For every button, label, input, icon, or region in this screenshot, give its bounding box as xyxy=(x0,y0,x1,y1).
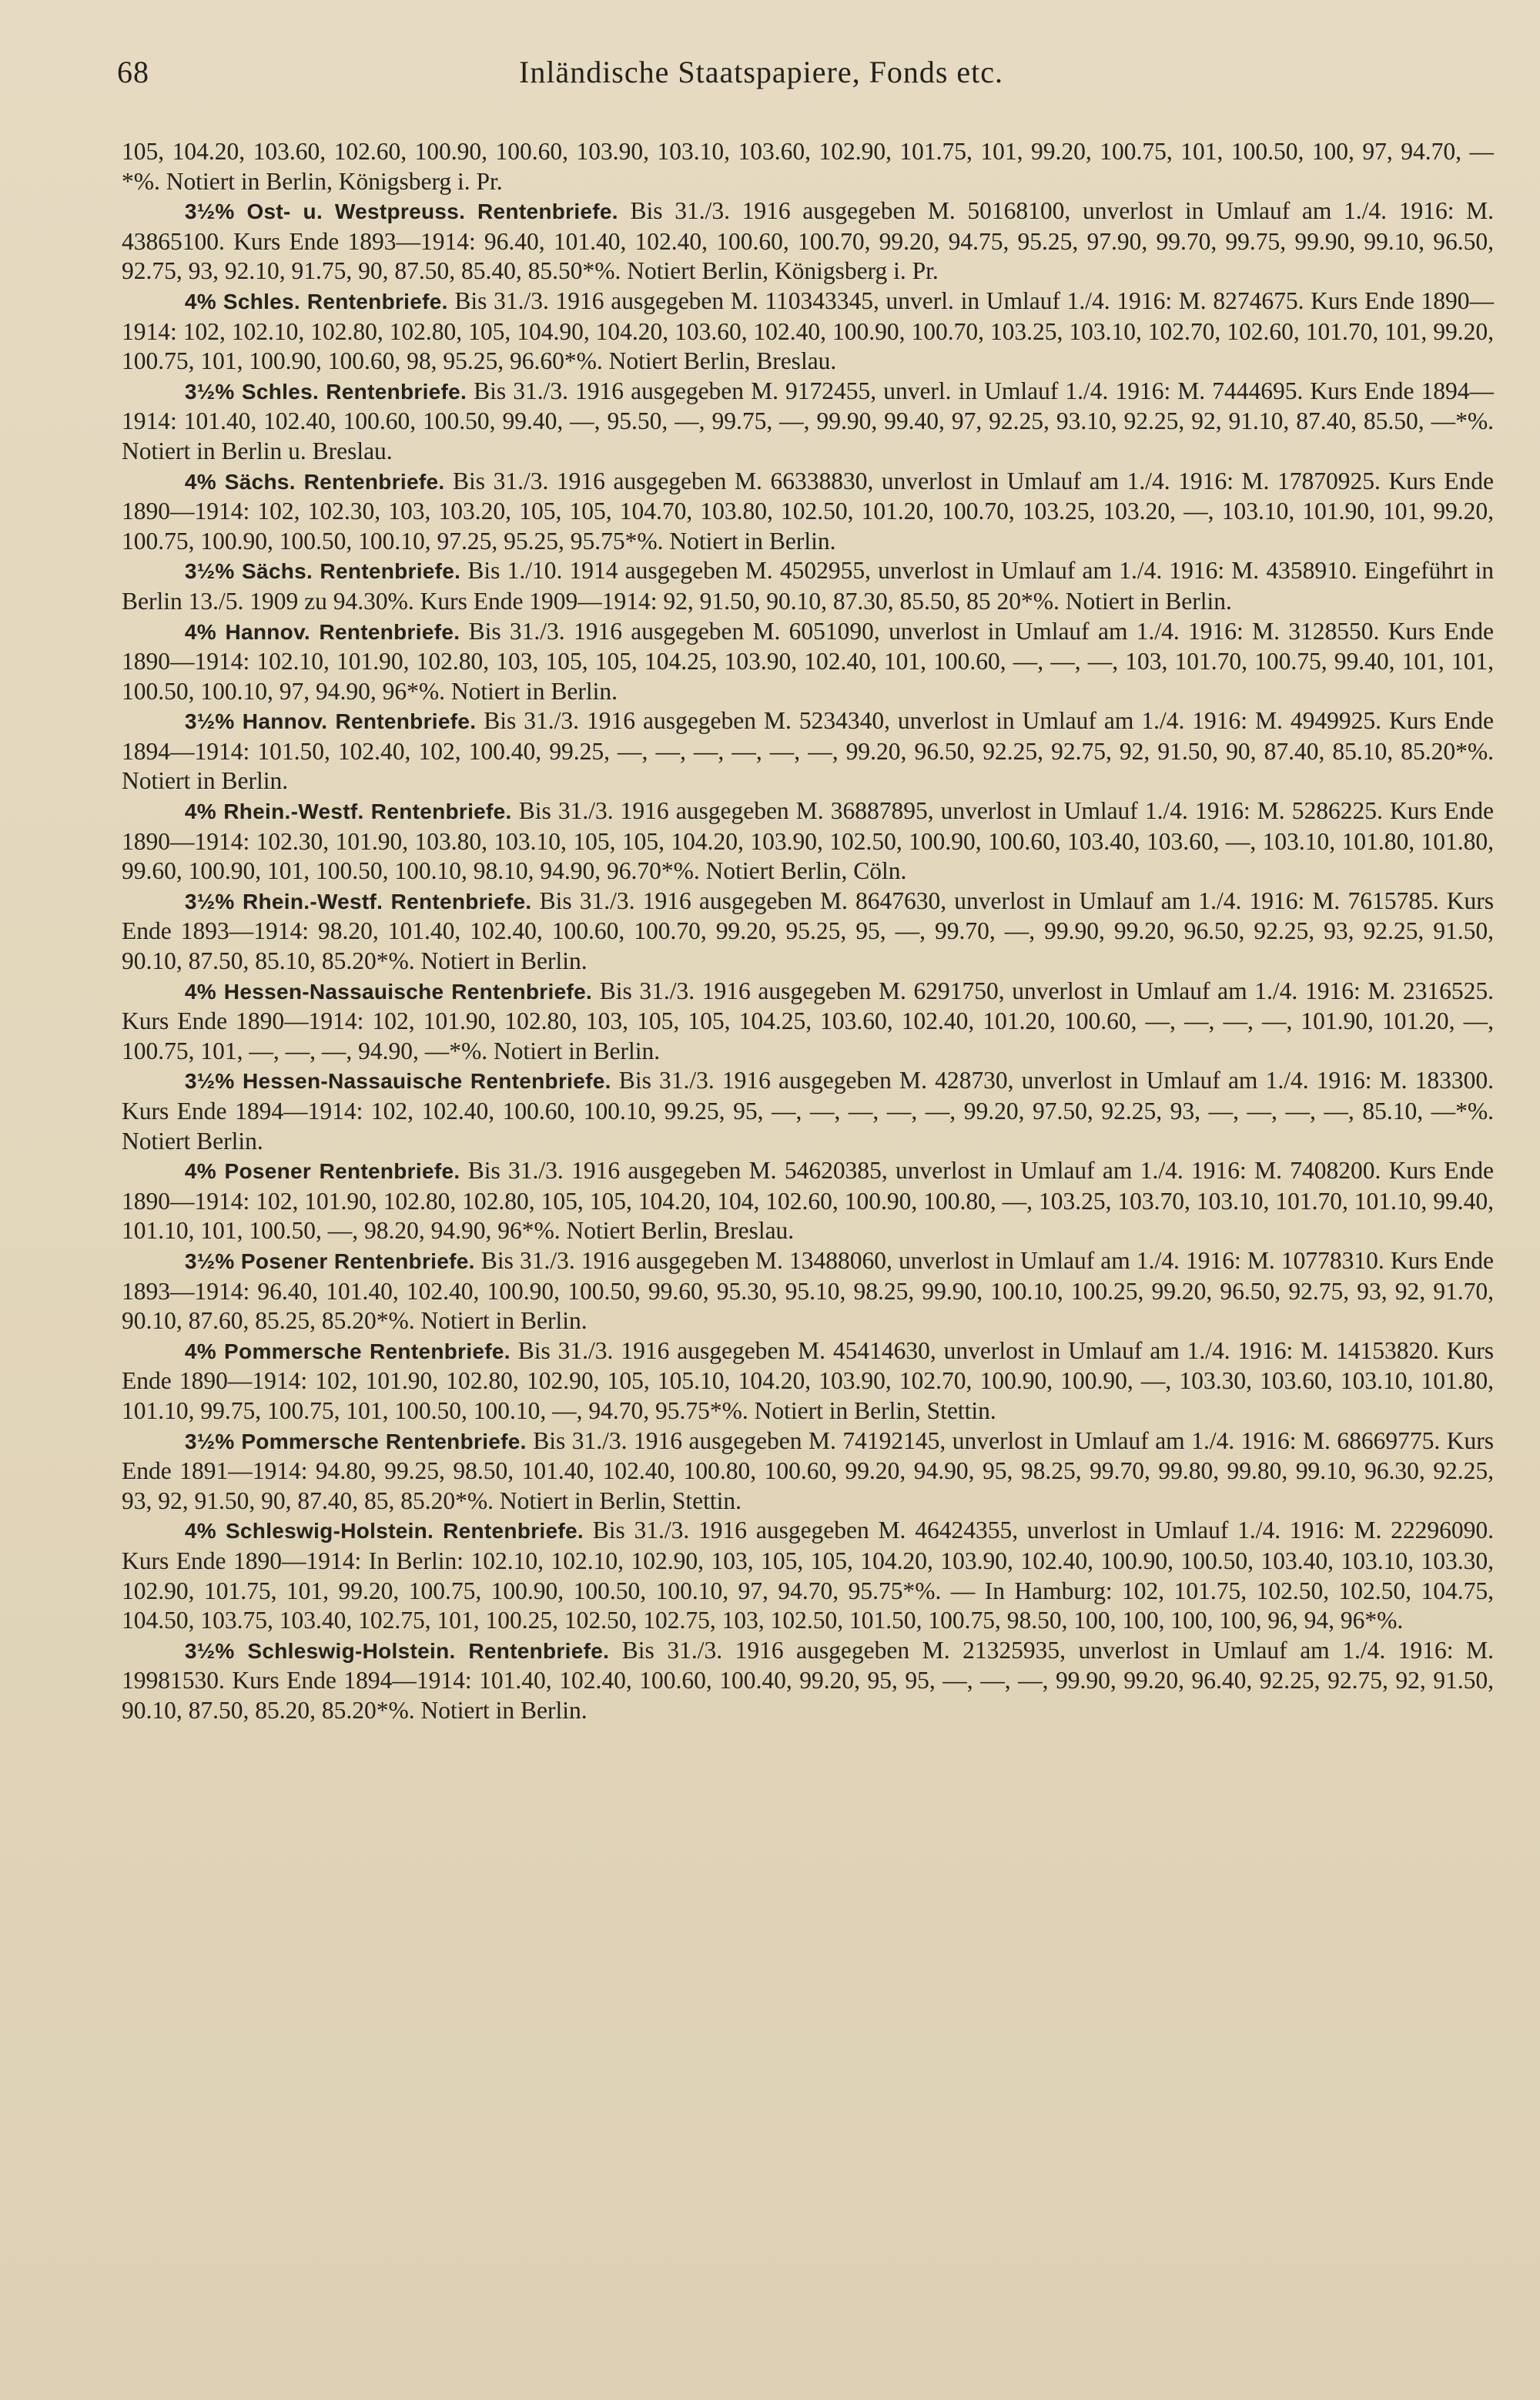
entry-text: Bis 31./3. 1916 ausgegeben M. 54620385, unverlost in Umlauf am 1./4. 1916: M. 7408200. Kurs Ende 1890—1914: 102, 101.90, 102.80, 102.80, 105, 105, 104.20, 104, 102.60, 100.90, 100.80, —, 103.25, 103.70, 103.10, 101.70, 101.10, 99.40, 101.10, 101, 100.50, —, 98.20, 94.90, 96*%. Notiert Berlin, Breslau. xyxy=(122,1157,1494,1245)
entry-schles-3-5 xyxy=(122,377,1494,467)
security-name: 4% Rhein.-Westf. Rentenbriefe. xyxy=(184,799,512,824)
entry-text: Bis 31./3. 1916 ausgegeben M. 13488060, unverlost in Umlauf am 1./4. 1916: M. 10778310. Kurs Ende 1893—1914: 96.40, 101.40, 102.40, 100.90, 100.50, 99.60, 95.30, 95.10, 98.25, 99.90, 100.10, 100.25, 99.20, 96.50, 92.75, 93, 92, 91.70, 90.10, 87.60, 85.25, 85.20*%. Notiert in Berlin. xyxy=(122,1246,1494,1335)
entry-rhein-westf-3-5 xyxy=(122,887,1494,977)
security-name: 3½% Rhein.-Westf. Rentenbriefe. xyxy=(184,889,532,913)
entry-text: Bis 1./10. 1914 ausgegeben M. 4502955, unverlost in Umlauf am 1./4. 1916: M. 4358910. Eingeführt in Berlin 13./5. 1909 zu 94.30%. Kurs Ende 1909—1914: 92, 91.50, 90.10, 87.30, 85.50, 85 20*%. Notiert in Berlin. xyxy=(122,557,1494,615)
security-name: 3½% Hessen-Nassauische Rentenbriefe. xyxy=(184,1069,611,1094)
entry-hessen-nassau-4 xyxy=(122,977,1494,1067)
security-name: 3½% Ost- u. Westpreuss. Rentenbriefe. xyxy=(184,199,618,224)
entry-hannov-4 xyxy=(122,617,1494,707)
running-title: Inländische Staatspapiere, Fonds etc. xyxy=(519,55,1004,89)
entry-text: Bis 31./3. 1916 ausgegeben M. 428730, unverlost in Umlauf am 1./4. 1916: M. 183300. Kurs Ende 1894—1914: 102, 102.40, 100.60, 100.10, 99.25, 95, —, —, —, —, —, 99.20, 97.50, 92.25, 93, —, —, —, —, 85.10, —*%. Notiert Berlin. xyxy=(122,1067,1494,1155)
entry-text: Bis 31./3. 1916 ausgegeben M. 74192145, unverlost in Umlauf am 1./4. 1916: M. 68669775. Kurs Ende 1891—1914: 94.80, 99.25, 98.50, 101.40, 102.40, 100.80, 100.60, 99.20, 94.90, 95, 98.25, 99.70, 99.80, 99.80, 99.10, 96.30, 92.25, 93, 92, 91.50, 90, 87.40, 85, 85.20*%. Notiert in Berlin, Stettin. xyxy=(122,1426,1494,1514)
entry-text: Bis 31./3. 1916 ausgegeben M. 36887895, unverlost in Umlauf 1./4. 1916: M. 5286225. Kurs Ende 1890—1914: 102.30, 101.90, 103.80, 103.10, 105, 105, 104.20, 103.90, 102.50, 100.90, 100.60, 103.40, 103.60, —, 103.10, 101.80, 101.80, 99.60, 100.90, 101, 100.50, 100.10, 98.10, 94.90, 96.70*%. Notiert Berlin, Cöln. xyxy=(122,797,1495,885)
security-name: 3½% Pommersche Rentenbriefe. xyxy=(184,1429,527,1453)
entry-saechs-3-5 xyxy=(122,556,1494,616)
entry-rhein-westf-4 xyxy=(122,796,1494,887)
entry-schles-4 xyxy=(122,287,1494,377)
entry-text: Bis 31./3. 1916 ausgegeben M. 110343345, unverl. in Umlauf 1./4. 1916: M. 8274675. Kurs Ende 1890—1914: 102, 102.10, 102.80, 102.80, 105, 104.90, 104.20, 103.60, 102.40, 100.90, 100.70, 103.25, 103.10, 102.70, 102.60, 101.70, 101, 99.20, 100.75, 101, 100.90, 100.60, 98, 95.25, 96.60*%. Notiert Berlin, Breslau. xyxy=(122,287,1494,375)
security-name: 4% Pommersche Rentenbriefe. xyxy=(184,1339,511,1363)
entry-text: Bis 31./3. 1916 ausgegeben M. 46424355, unverlost in Umlauf 1./4. 1916: M. 22296090. Kurs Ende 1890—1914: In Berlin: 102.10, 102.10, 102.90, 103, 105, 105, 104.20, 103.90, 102.40, 100.90, 100.50, 103.40, 103.10, 103.30, 102.90, 101.75, 101, 99.20, 100.75, 100.90, 100.50, 100.10, 97, 94.70, 95.75*%. — In Hamburg: 102, 101.75, 102.50, 102.50, 104.75, 104.50, 103.75, 103.40, 102.75, 101, 100.25, 102.50, 102.75, 103, 102.50, 101.50, 100.75, 98.50, 100, 100, 100, 100, 96, 94, 96*%. xyxy=(122,1517,1495,1634)
entry-text: Bis 31./3. 1916 ausgegeben M. 8647630, unverlost in Umlauf am 1./4. 1916: M. 7615785. Kurs Ende 1893—1914: 98.20, 101.40, 102.40, 100.60, 100.70, 99.20, 95.25, 95, —, 99.70, —, 99.90, 99.20, 96.50, 92.25, 93, 92.25, 91.50, 90.10, 87.50, 85.10, 85.20*%. Notiert in Berlin. xyxy=(122,887,1495,975)
security-name: 3½% Posener Rentenbriefe. xyxy=(184,1249,475,1273)
security-name: 4% Schles. Rentenbriefe. xyxy=(184,289,448,313)
entry-text: Bis 31./3. 1916 ausgegeben M. 9172455, unverl. in Umlauf 1./4. 1916: M. 7444695. Kurs Ende 1894—1914: 101.40, 102.40, 100.60, 100.50, 99.40, —, 95.50, —, 99.75, —, 99.90, 99.40, 97, 92.25, 93.10, 92.25, 92, 91.10, 87.40, 85.50, —*%. Notiert in Berlin u. Breslau. xyxy=(122,377,1494,464)
security-name: 4% Sächs. Rentenbriefe. xyxy=(184,469,445,494)
entry-hessen-nassau-3-5 xyxy=(122,1066,1494,1156)
entry-posener-3-5 xyxy=(122,1246,1494,1336)
security-name: 3½% Hannov. Rentenbriefe. xyxy=(184,709,477,734)
entry-hannov-3-5 xyxy=(122,706,1494,796)
entry-text: Bis 31./3. 1916 ausgegeben M. 45414630, unverlost in Umlauf am 1./4. 1916: M. 14153820. Kurs Ende 1890—1914: 102, 101.90, 102.80, 102.90, 105, 105.10, 104.20, 103.90, 102.70, 100.90, 100.90, —, 103.30, 103.60, 103.10, 101.80, 101.10, 99.75, 100.75, 101, 100.50, 100.10, —, 94.70, 95.75*%. Notiert in Berlin, Stettin. xyxy=(122,1336,1494,1424)
security-name: 3½% Schleswig-Holstein. Rentenbriefe. xyxy=(184,1638,610,1663)
entry-posener-4 xyxy=(122,1156,1494,1246)
entry-list xyxy=(122,137,1494,1725)
entry-text: Bis 31./3. 1916 ausgegeben M. 6291750, unverlost in Umlauf am 1./4. 1916: M. 2316525. Kurs Ende 1890—1914: 102, 101.90, 102.80, 103, 105, 105, 104.25, 103.60, 102.40, 101.20, 100.60, —, —, —, —, 101.90, 101.20, —, 100.75, 101, —, —, —, 94.90, —*%. Notiert in Berlin. xyxy=(122,977,1495,1064)
entry-text: Bis 31./3. 1916 ausgegeben M. 6051090, unverlost in Umlauf am 1./4. 1916: M. 3128550. Kurs Ende 1890—1914: 102.10, 101.90, 102.80, 103, 105, 105, 104.25, 103.90, 102.40, 101, 100.60, —, —, —, 103, 101.70, 100.75, 99.40, 101, 101, 100.50, 100.10, 97, 94.90, 96*%. Notiert in Berlin. xyxy=(122,617,1495,705)
security-name: 4% Hannov. Rentenbriefe. xyxy=(184,619,460,644)
page-number: 68 xyxy=(117,55,149,89)
security-name: 3½% Schles. Rentenbriefe. xyxy=(184,379,467,404)
entry-pommersche-3-5 xyxy=(122,1426,1494,1517)
security-name: 4% Posener Rentenbriefe. xyxy=(184,1159,460,1184)
security-name: 4% Hessen-Nassauische Rentenbriefe. xyxy=(184,979,593,1004)
entry-saechs-4 xyxy=(122,467,1494,557)
entry-text: Bis 31./3. 1916 ausgegeben M. 50168100, unverlost in Umlauf am 1./4. 1916: M. 43865100. Kurs Ende 1893—1914: 96.40, 101.40, 102.40, 100.60, 100.70, 99.20, 94.75, 95.25, 97.90, 99.70, 99.75, 99.90, 99.10, 96.50, 92.75, 93, 92.10, 91.75, 90, 87.50, 85.40, 85.50*%. Notiert Berlin, Königsberg i. Pr. xyxy=(122,197,1494,285)
entry-pommersche-4 xyxy=(122,1336,1494,1426)
entry-schleswig-holstein-4 xyxy=(122,1516,1494,1635)
entry-text: Bis 31./3. 1916 ausgegeben M. 21325935, unverlost in Umlauf am 1./4. 1916: M. 19981530. Kurs Ende 1894—1914: 101.40, 102.40, 100.60, 100.40, 99.20, 95, 95, —, —, —, 99.90, 99.20, 96.40, 92.25, 92.75, 92, 91.50, 90.10, 87.50, 85.20, 85.20*%. Notiert in Berlin. xyxy=(122,1636,1494,1724)
entry-continuation xyxy=(122,137,1494,196)
entry-text: 105, 104.20, 103.60, 102.60, 100.90, 100.60, 103.90, 103.10, 103.60, 102.90, 101.75, 101, 99.20, 100.75, 101, 100.50, 100, 97, 94.70, —*%. Notiert in Berlin, Königsberg i. Pr. xyxy=(122,138,1494,195)
entry-text: Bis 31./3. 1916 ausgegeben M. 5234340, unverlost in Umlauf am 1./4. 1916: M. 4949925. Kurs Ende 1894—1914: 101.50, 102.40, 102, 100.40, 99.25, —, —, —, —, —, —, 99.20, 96.50, 92.25, 92.75, 92, 91.50, 90, 87.40, 85.10, 85.20*%. Notiert in Berlin. xyxy=(122,707,1494,795)
security-name: 4% Schleswig-Holstein. Rentenbriefe. xyxy=(184,1519,584,1544)
entry-schleswig-holstein-3-5 xyxy=(122,1636,1494,1726)
entry-text: Bis 31./3. 1916 ausgegeben M. 66338830, unverlost in Umlauf am 1./4. 1916: M. 17870925. Kurs Ende 1890—1914: 102, 102.30, 103, 103.20, 105, 105, 104.70, 103.80, 102.50, 101.20, 100.70, 103.25, 103.20, —, 103.10, 101.90, 101, 99.20, 100.75, 100.90, 100.50, 100.10, 97.25, 95.25, 95.75*%. Notiert in Berlin. xyxy=(122,467,1494,555)
security-name: 3½% Sächs. Rentenbriefe. xyxy=(184,559,461,584)
entry-ost-westpreuss-3-5 xyxy=(122,196,1494,287)
